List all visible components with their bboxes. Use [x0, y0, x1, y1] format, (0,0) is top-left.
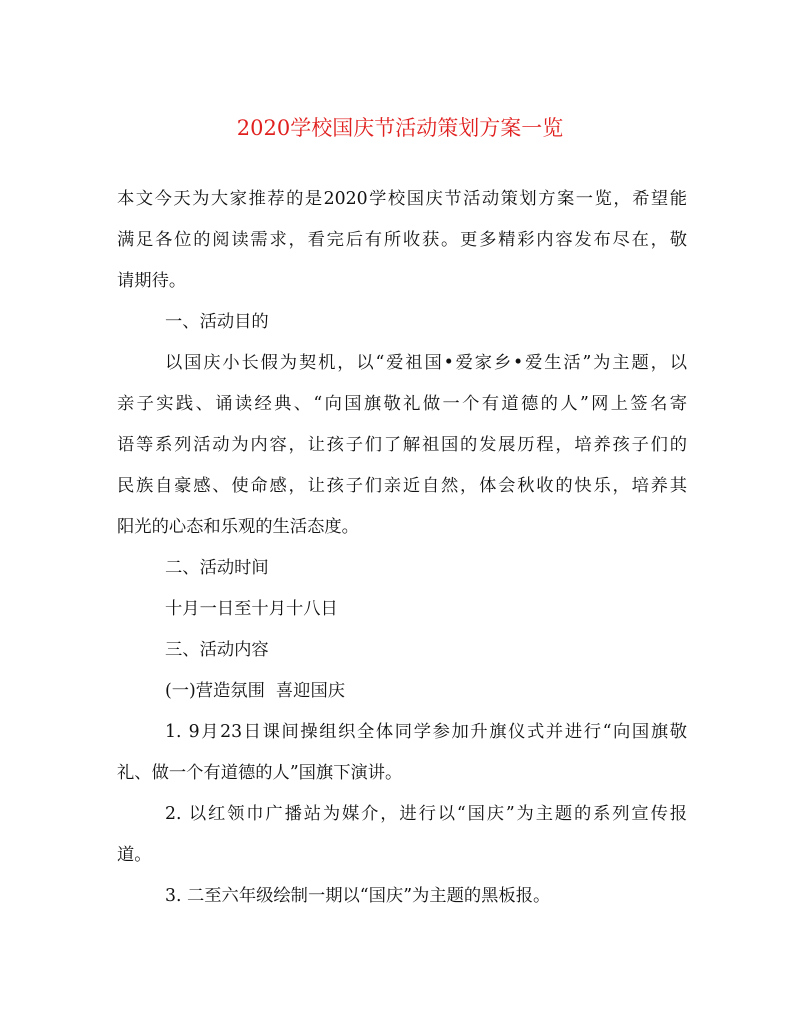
list-item-line: 1. 9月23日课间操组织全体同学参加升旗仪式并进行“向国旗敬 — [165, 722, 687, 742]
intro-line: 请期待。 — [117, 271, 187, 291]
intro-line: 满足各位的阅读需求，看完后有所收获。更多精彩内容发布尽在，敬 — [117, 230, 687, 250]
document-body — [117, 179, 687, 917]
paragraph-line: 以国庆小长假为契机，以“爱祖国•爱家乡•爱生活”为主题，以 — [165, 353, 687, 373]
document-title: 2020学校国庆节活动策划方案一览 — [236, 116, 564, 140]
intro-line: 本文今天为大家推荐的是2020学校国庆节活动策划方案一览，希望能 — [117, 189, 687, 209]
paragraph-line: 语等系列活动为内容，让孩子们了解祖国的发展历程，培养孩子们的 — [117, 435, 687, 455]
paragraph-line: 民族自豪感、使命感，让孩子们亲近自然，体会秋收的快乐，培养其 — [117, 476, 687, 496]
list-item-line: 3. 二至六年级绘制一期以“国庆”为主题的黑板报。 — [165, 886, 551, 906]
activity-dates: 十月一日至十月十八日 — [165, 599, 338, 619]
paragraph-line: 亲子实践、诵读经典、“向国旗敬礼做一个有道德的人”网上签名寄 — [117, 394, 687, 414]
list-item-line: 礼、做一个有道德的人”国旗下演讲。 — [117, 763, 403, 783]
section-heading-content: 三、活动内容 — [165, 640, 269, 660]
paragraph-line: 阳光的心态和乐观的生活态度。 — [117, 517, 359, 537]
subsection-heading: (一)营造氛围 喜迎国庆 — [165, 681, 346, 701]
section-heading-purpose: 一、活动目的 — [165, 312, 269, 332]
list-item-line: 2. 以红领巾广播站为媒介，进行以“国庆”为主题的系列宣传报 — [165, 804, 687, 824]
list-item-line: 道。 — [117, 845, 152, 865]
section-heading-time: 二、活动时间 — [165, 558, 269, 578]
